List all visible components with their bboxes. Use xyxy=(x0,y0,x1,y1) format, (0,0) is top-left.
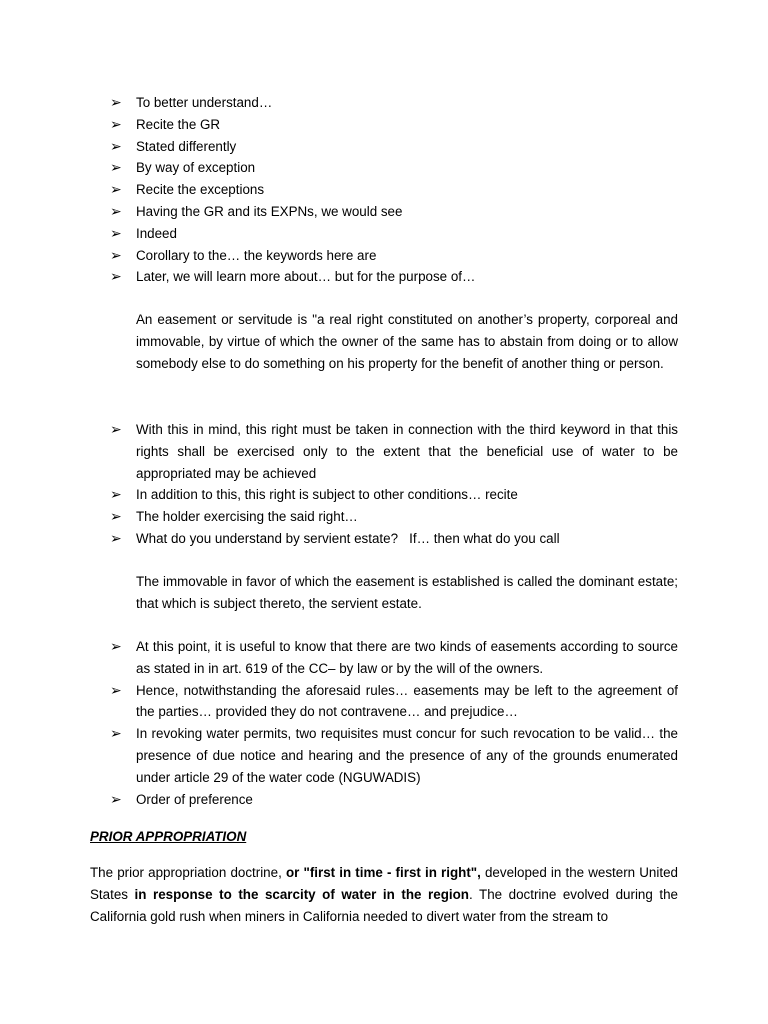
list-item xyxy=(110,114,678,136)
list-item-text: What do you understand by servient estate? If… then what do you call xyxy=(136,530,560,546)
arrow-bullet-icon: ➢ xyxy=(110,638,122,654)
arrow-bullet-icon: ➢ xyxy=(110,790,122,807)
arrow-bullet-icon: ➢ xyxy=(110,246,122,263)
list-item xyxy=(110,92,678,114)
list-item xyxy=(110,266,678,288)
arrow-bullet-icon: ➢ xyxy=(110,159,122,176)
prior-appropriation-paragraph xyxy=(90,862,678,928)
list-item xyxy=(110,789,678,811)
list-item-text: To better understand… xyxy=(136,95,273,110)
list-item-text: Indeed xyxy=(136,225,177,241)
list-item-text: At this point, it is useful to know that there are two kinds of easements according to source as stated in in art. 619 of the CC– by law or by the will of the owners. xyxy=(136,639,678,676)
bullet-list-2 xyxy=(110,419,678,550)
arrow-bullet-icon: ➢ xyxy=(110,94,122,110)
arrow-bullet-icon: ➢ xyxy=(110,137,122,154)
list-item xyxy=(110,245,678,267)
list-item-text: With this in mind, this right must be taken in connection with the third keyword in that this rights shall be exercised only to the extent that the beneficial use of water to be appropriated may be achieved xyxy=(136,422,678,481)
list-item xyxy=(110,680,678,724)
arrow-bullet-icon: ➢ xyxy=(110,681,122,698)
bold-phrase: in response to the scarcity of water in the region xyxy=(134,887,469,902)
arrow-bullet-icon: ➢ xyxy=(110,529,122,546)
list-item-text: By way of exception xyxy=(136,160,256,176)
section-heading: PRIOR APPROPRIATION xyxy=(90,829,247,844)
arrow-bullet-icon: ➢ xyxy=(110,725,122,742)
list-item xyxy=(110,223,678,245)
paragraph-text: The prior appropriation doctrine, xyxy=(90,865,286,880)
list-item-text: Hence, notwithstanding the aforesaid rules… easements may be left to the agreement of the parties… provided they do not contravene… and prejudice… xyxy=(136,682,678,720)
list-item xyxy=(110,179,678,201)
list-item xyxy=(110,723,678,788)
list-item-text: In revoking water permits, two requisites must concur for such revocation to be valid… the presence of due notice and hearing and the presence of any of the grounds enumerated under article 29 of the water code (NGUWADIS) xyxy=(136,726,678,785)
list-item-text: The holder exercising the said right… xyxy=(136,509,358,525)
arrow-bullet-icon: ➢ xyxy=(110,181,122,198)
bold-phrase: or "first in time - first in right", xyxy=(285,865,481,880)
list-item-text: Stated differently xyxy=(136,138,237,154)
list-item xyxy=(110,419,678,484)
list-item-text: Recite the GR xyxy=(136,116,221,132)
bullet-list-3 xyxy=(110,636,678,810)
paragraph-text: . The doctrine evolved during the California gold rush when miners in California needed to divert water from the stream to xyxy=(90,887,678,924)
arrow-bullet-icon: ➢ xyxy=(110,115,122,132)
easement-definition-paragraph: An easement or servitude is "a real right constituted on another’s property, corporeal and immovable, by virtue of which the owner of the same has to abstain from doing or to allow somebody else to do something on his property for the benefit of another thing or person. xyxy=(136,312,678,371)
list-item xyxy=(110,636,678,680)
list-item-text: In addition to this, this right is subject to other conditions… recite xyxy=(136,487,518,503)
paragraph-text: developed in the western United States xyxy=(90,865,678,902)
list-item xyxy=(110,157,678,179)
arrow-bullet-icon: ➢ xyxy=(110,508,122,525)
list-item-text: Later, we will learn more about… but for the purpose of… xyxy=(136,269,476,285)
arrow-bullet-icon: ➢ xyxy=(110,486,122,503)
arrow-bullet-icon: ➢ xyxy=(110,224,122,241)
arrow-bullet-icon: ➢ xyxy=(110,268,122,285)
bullet-list-1 xyxy=(110,92,678,288)
list-item xyxy=(110,201,678,223)
arrow-bullet-icon: ➢ xyxy=(110,202,122,219)
dominant-estate-paragraph: The immovable in favor of which the easement is established is called the dominant estate; that which is subject thereto, the servient estate. xyxy=(136,574,678,611)
list-item-text: Order of preference xyxy=(136,791,253,807)
list-item xyxy=(110,136,678,158)
list-item-text: Recite the exceptions xyxy=(136,182,265,198)
list-item-text: Having the GR and its EXPNs, we would see xyxy=(136,203,403,219)
list-item-text: Corollary to the… the keywords here are xyxy=(136,247,377,263)
list-item xyxy=(110,506,678,528)
list-item xyxy=(110,528,678,550)
list-item xyxy=(110,484,678,506)
arrow-bullet-icon: ➢ xyxy=(110,421,122,437)
